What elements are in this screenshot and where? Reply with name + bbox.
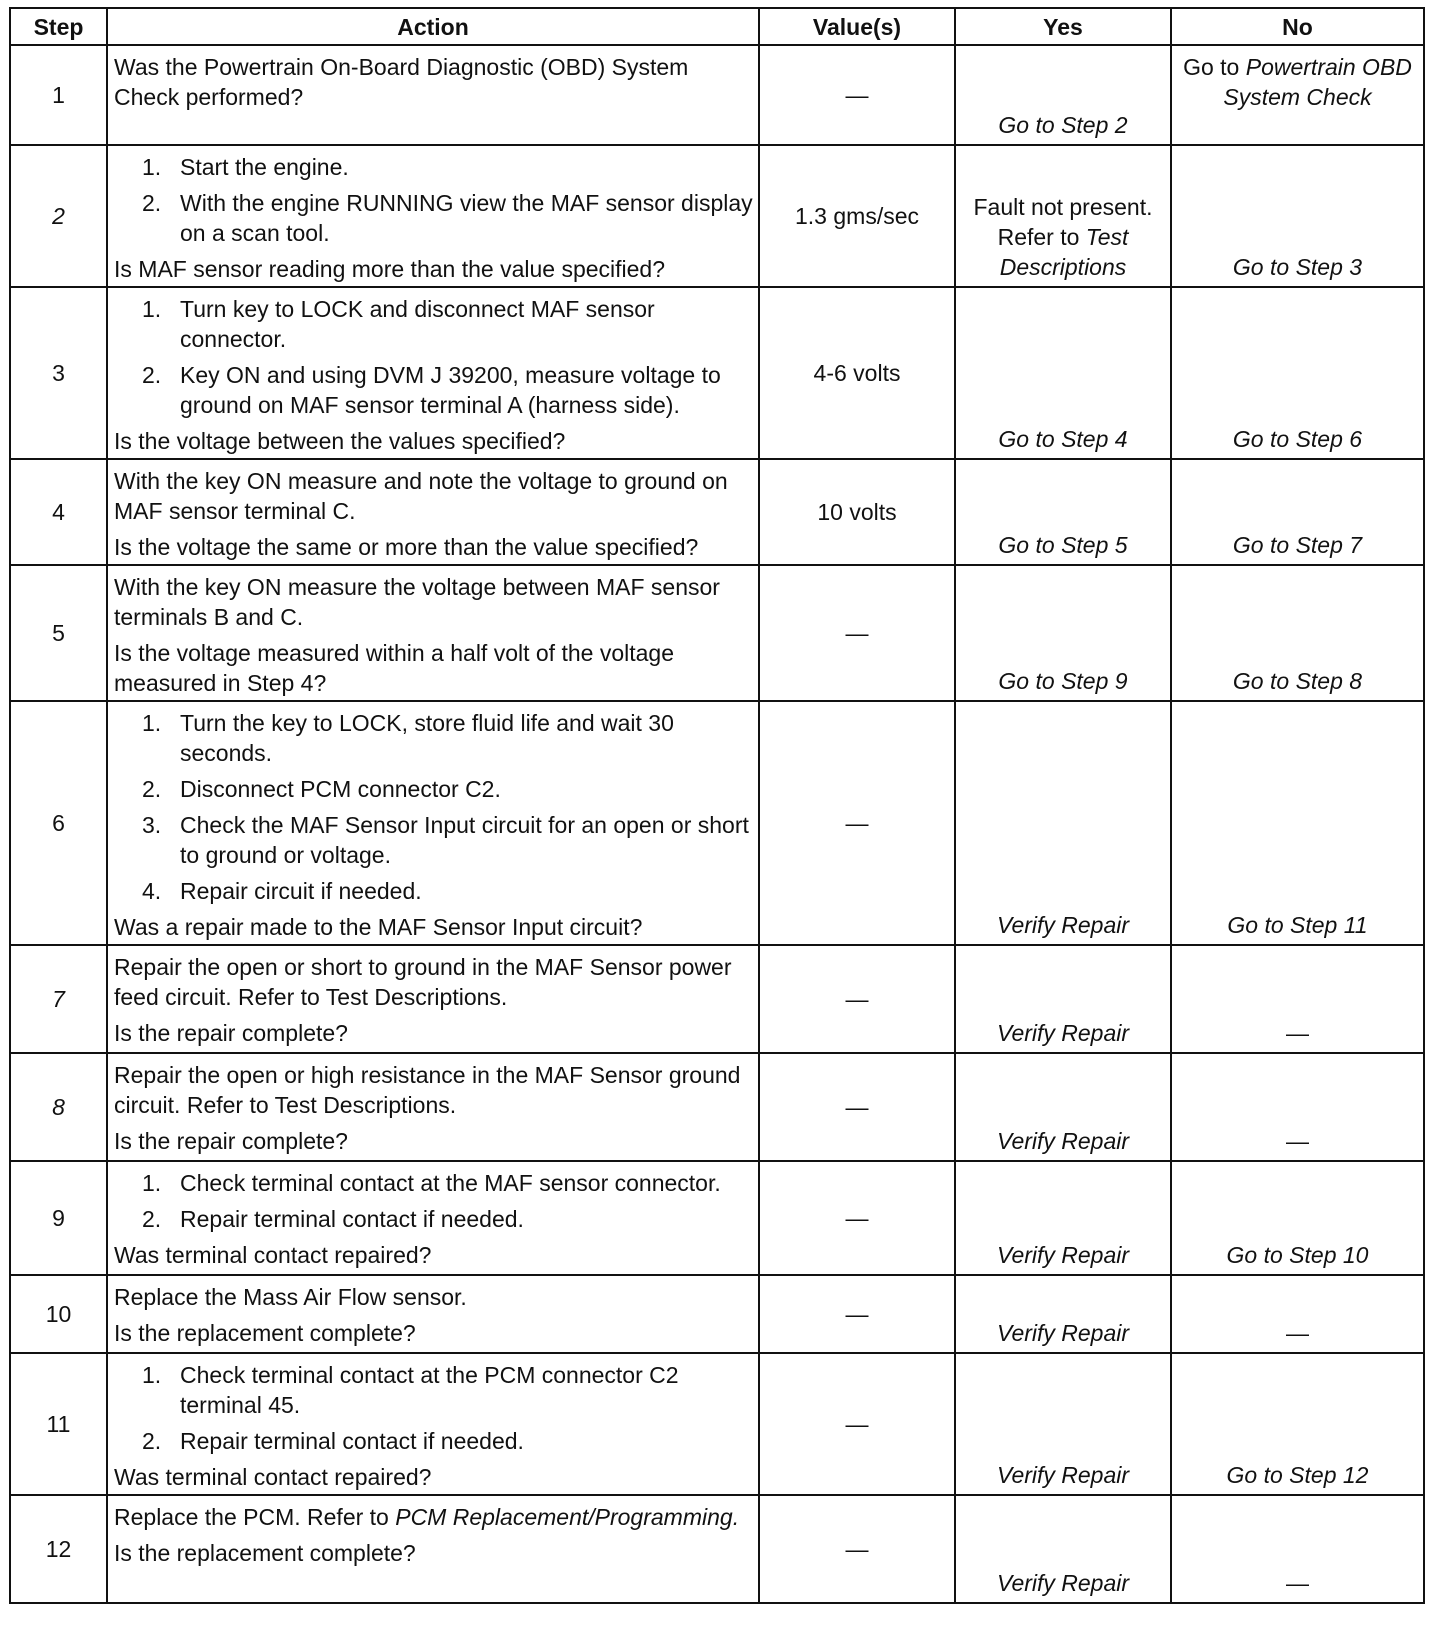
no-cell	[1171, 45, 1424, 145]
table-row	[10, 1053, 1424, 1161]
step-number: 4	[10, 459, 107, 565]
action-cell	[107, 1053, 759, 1161]
action-step: 1. Turn the key to LOCK, store fluid life and wait 30 seconds.	[142, 710, 674, 766]
action-text: Repair the open or short to ground in the MAF Sensor power feed circuit. Refer to Test Descriptions.	[114, 954, 732, 1010]
action-step: 1. Check terminal contact at the MAF sensor connector.	[142, 1170, 721, 1196]
action-step: 4. Repair circuit if needed.	[142, 878, 422, 904]
action-steps	[114, 708, 754, 906]
action-cell	[107, 701, 759, 945]
yes-cell: Verify Repair	[955, 1353, 1171, 1495]
value-cell: —	[759, 1275, 955, 1353]
action-cell	[107, 945, 759, 1053]
action-steps	[114, 1360, 754, 1456]
action-question: Is the voltage measured within a half volt of the voltage measured in Step 4?	[114, 640, 674, 696]
action-text: With the key ON measure the voltage between MAF sensor terminals B and C.	[114, 574, 720, 630]
step-number: 9	[10, 1161, 107, 1275]
action-question: Was terminal contact repaired?	[114, 1464, 432, 1490]
action-question: Is the repair complete?	[114, 1128, 348, 1154]
action-question: Was terminal contact repaired?	[114, 1242, 432, 1268]
header-value: Value(s)	[759, 8, 955, 45]
action-question: Is the replacement complete?	[114, 1320, 416, 1346]
diagnostic-table-container	[9, 7, 1425, 1604]
yes-cell: Go to Step 2	[955, 45, 1171, 145]
table-row	[10, 701, 1424, 945]
table-row	[10, 1161, 1424, 1275]
action-step: 2. Repair terminal contact if needed.	[142, 1428, 524, 1454]
action-question: Is the voltage between the values specified?	[114, 428, 566, 454]
action-question: Is MAF sensor reading more than the value specified?	[114, 256, 666, 282]
action-text: Repair the open or high resistance in the MAF Sensor ground circuit. Refer to Test Descriptions.	[114, 1062, 741, 1118]
action-cell	[107, 1161, 759, 1275]
no-text: Go to	[1183, 54, 1246, 80]
yes-cell: Go to Step 5	[955, 459, 1171, 565]
table-row	[10, 1495, 1424, 1603]
no-cell: —	[1171, 1495, 1424, 1603]
table-row	[10, 45, 1424, 145]
table-row	[10, 1353, 1424, 1495]
no-cell: Go to Step 11	[1171, 701, 1424, 945]
table-row	[10, 945, 1424, 1053]
header-yes: Yes	[955, 8, 1171, 45]
yes-cell: Go to Step 9	[955, 565, 1171, 701]
no-cell: Go to Step 7	[1171, 459, 1424, 565]
yes-cell: Verify Repair	[955, 1275, 1171, 1353]
action-step: 1. Turn key to LOCK and disconnect MAF sensor connector.	[142, 296, 655, 352]
value-cell: —	[759, 1053, 955, 1161]
yes-cell: Verify Repair	[955, 1053, 1171, 1161]
no-cell: Go to Step 12	[1171, 1353, 1424, 1495]
action-cell	[107, 1275, 759, 1353]
no-cell: Go to Step 6	[1171, 287, 1424, 459]
step-number: 2	[10, 145, 107, 287]
step-number: 12	[10, 1495, 107, 1603]
value-cell: 1.3 gms/sec	[759, 145, 955, 287]
action-step: 3. Check the MAF Sensor Input circuit for an open or short to ground or voltage.	[142, 812, 749, 868]
step-number: 7	[10, 945, 107, 1053]
action-step: 1. Start the engine.	[142, 154, 349, 180]
action-cell	[107, 459, 759, 565]
value-cell: —	[759, 1353, 955, 1495]
action-step: 1. Check terminal contact at the PCM connector C2 terminal 45.	[142, 1362, 679, 1418]
header-no: No	[1171, 8, 1424, 45]
yes-cell: Verify Repair	[955, 701, 1171, 945]
no-cell: —	[1171, 1275, 1424, 1353]
table-row	[10, 1275, 1424, 1353]
step-number: 11	[10, 1353, 107, 1495]
action-step: 2. Disconnect PCM connector C2.	[142, 776, 501, 802]
action-cell	[107, 1353, 759, 1495]
header-step: Step	[10, 8, 107, 45]
table-row	[10, 145, 1424, 287]
action-text: Replace the Mass Air Flow sensor.	[114, 1284, 467, 1310]
action-steps	[114, 294, 754, 420]
no-cell: —	[1171, 1053, 1424, 1161]
action-text: Was the Powertrain On-Board Diagnostic (OBD) System Check performed?	[114, 54, 689, 110]
yes-link-text: Test Descriptions	[999, 224, 1129, 280]
value-cell: 4-6 volts	[759, 287, 955, 459]
step-number: 5	[10, 565, 107, 701]
yes-text: Fault not present. Refer to	[973, 194, 1153, 250]
value-cell: —	[759, 1495, 955, 1603]
no-link-text: Powertrain OBD System Check	[1223, 54, 1412, 110]
action-steps	[114, 152, 754, 248]
action-text: With the key ON measure and note the voltage to ground on MAF sensor terminal C.	[114, 468, 728, 524]
step-number: 10	[10, 1275, 107, 1353]
action-step: 2. Repair terminal contact if needed.	[142, 1206, 524, 1232]
action-text	[114, 1502, 754, 1532]
no-cell: —	[1171, 945, 1424, 1053]
action-question: Is the replacement complete?	[114, 1540, 416, 1566]
action-step: 2. Key ON and using DVM J 39200, measure voltage to ground on MAF sensor terminal A (harness side).	[142, 362, 721, 418]
action-steps	[114, 1168, 754, 1234]
no-cell: Go to Step 10	[1171, 1161, 1424, 1275]
diagnostic-table	[9, 7, 1425, 1604]
no-cell: Go to Step 3	[1171, 145, 1424, 287]
action-cell	[107, 1495, 759, 1603]
action-question: Is the repair complete?	[114, 1020, 348, 1046]
value-cell: 10 volts	[759, 459, 955, 565]
yes-cell: Verify Repair	[955, 1495, 1171, 1603]
step-number: 3	[10, 287, 107, 459]
value-cell: —	[759, 945, 955, 1053]
yes-cell: Go to Step 4	[955, 287, 1171, 459]
step-number: 8	[10, 1053, 107, 1161]
yes-cell	[955, 145, 1171, 287]
table-row	[10, 565, 1424, 701]
action-question: Was a repair made to the MAF Sensor Input circuit?	[114, 914, 643, 940]
action-question: Is the voltage the same or more than the value specified?	[114, 534, 699, 560]
value-cell: —	[759, 565, 955, 701]
value-cell: —	[759, 1161, 955, 1275]
header-action: Action	[107, 8, 759, 45]
action-step: 2. With the engine RUNNING view the MAF sensor display on a scan tool.	[142, 190, 753, 246]
action-cell	[107, 565, 759, 701]
action-text-plain: Replace the PCM. Refer to	[114, 1504, 396, 1530]
header-row	[10, 8, 1424, 45]
action-text-link: PCM Replacement/Programming.	[395, 1504, 740, 1530]
action-cell	[107, 45, 759, 145]
table-row	[10, 287, 1424, 459]
table-row	[10, 459, 1424, 565]
step-number: 6	[10, 701, 107, 945]
step-number: 1	[10, 45, 107, 145]
action-cell	[107, 287, 759, 459]
value-cell: —	[759, 701, 955, 945]
action-cell	[107, 145, 759, 287]
yes-cell: Verify Repair	[955, 1161, 1171, 1275]
no-cell: Go to Step 8	[1171, 565, 1424, 701]
yes-cell: Verify Repair	[955, 945, 1171, 1053]
value-cell: —	[759, 45, 955, 145]
